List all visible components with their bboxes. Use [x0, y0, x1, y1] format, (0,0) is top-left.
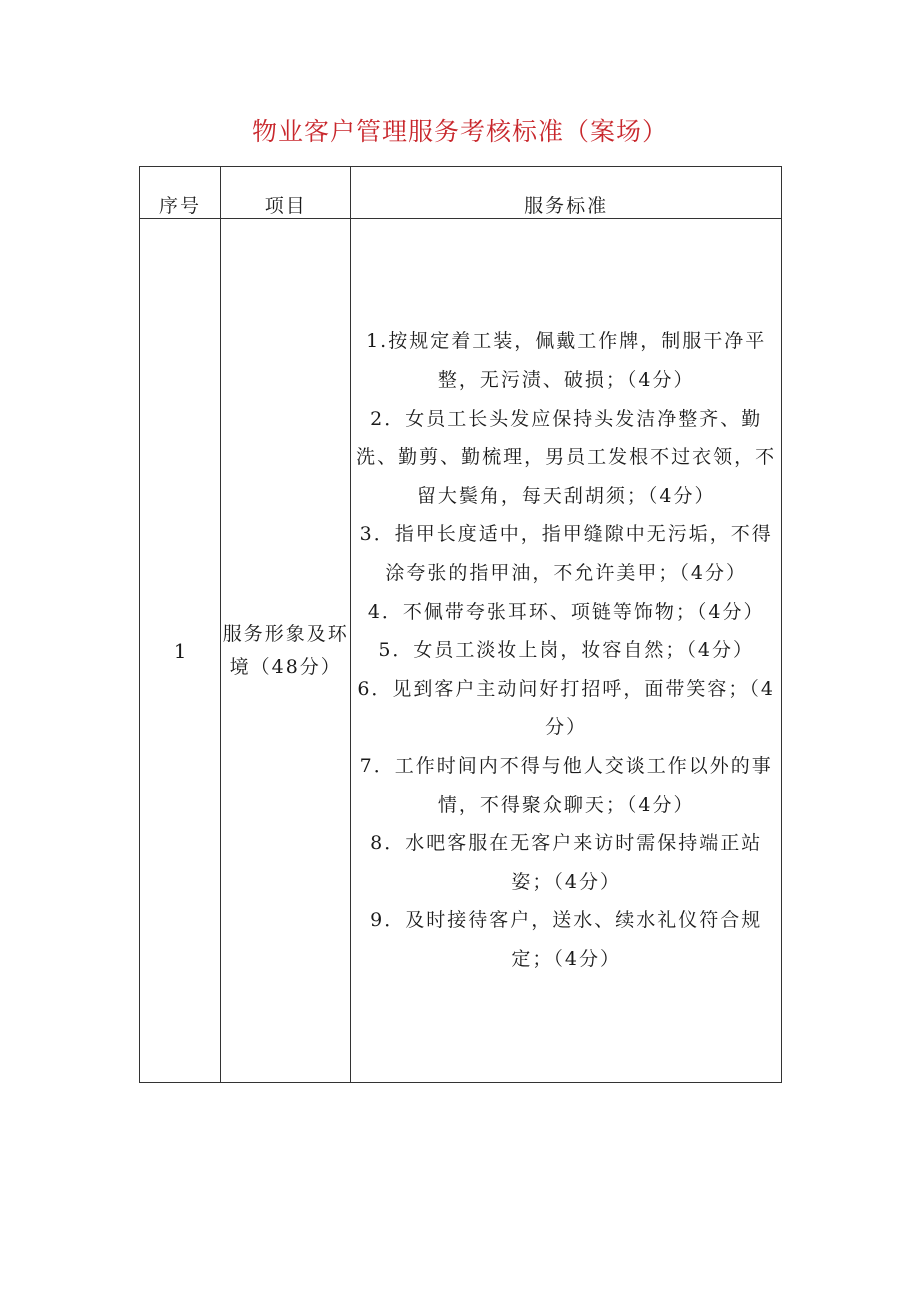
- header-standard: 服务标准: [351, 167, 782, 219]
- header-no: 序号: [140, 167, 221, 219]
- table-header-row: [140, 167, 782, 219]
- row-standards: [351, 219, 782, 1083]
- standard-item-5: 5．女员工淡妆上岗，妆容自然；（4分）: [378, 639, 754, 662]
- standard-item-9: 9．及时接待客户，送水、续水礼仪符合规定；（4分）: [370, 909, 763, 970]
- standard-item-3: 3．指甲长度适中，指甲缝隙中无污垢，不得涂夸张的指甲油，不允许美甲；（4分）: [359, 523, 773, 585]
- standard-item-6: 6．见到客户主动问好打招呼，面带笑容；（4分）: [357, 677, 775, 739]
- header-item: 项目: [221, 167, 351, 219]
- standard-item-7: 7．工作时间内不得与他人交谈工作以外的事情，不得聚众聊天；（4分）: [359, 754, 773, 816]
- table-row: [140, 219, 782, 1083]
- standard-item-2: 2．女员工长头发应保持头发洁净整齐、勤洗、勤剪、勤梳理，男员工发根不过衣领，不留大鬓角，每天刮胡须；（4分）: [356, 407, 777, 507]
- standard-item-4: 4．不佩带夸张耳环、项链等饰物；（4分）: [367, 600, 765, 623]
- standard-item-8: 8．水吧客服在无客户来访时需保持端正站姿；（4分）: [370, 832, 763, 893]
- row-item: 服务形象及环境（48分）: [221, 219, 351, 1083]
- document-title: 物业客户管理服务考核标准（案场）: [251, 117, 668, 146]
- row-number: 1: [140, 219, 221, 1083]
- standard-item-1: 1.按规定着工装，佩戴工作牌，制服干净平整，无污渍、破损；（4分）: [366, 330, 767, 392]
- standards-table: [139, 166, 782, 1083]
